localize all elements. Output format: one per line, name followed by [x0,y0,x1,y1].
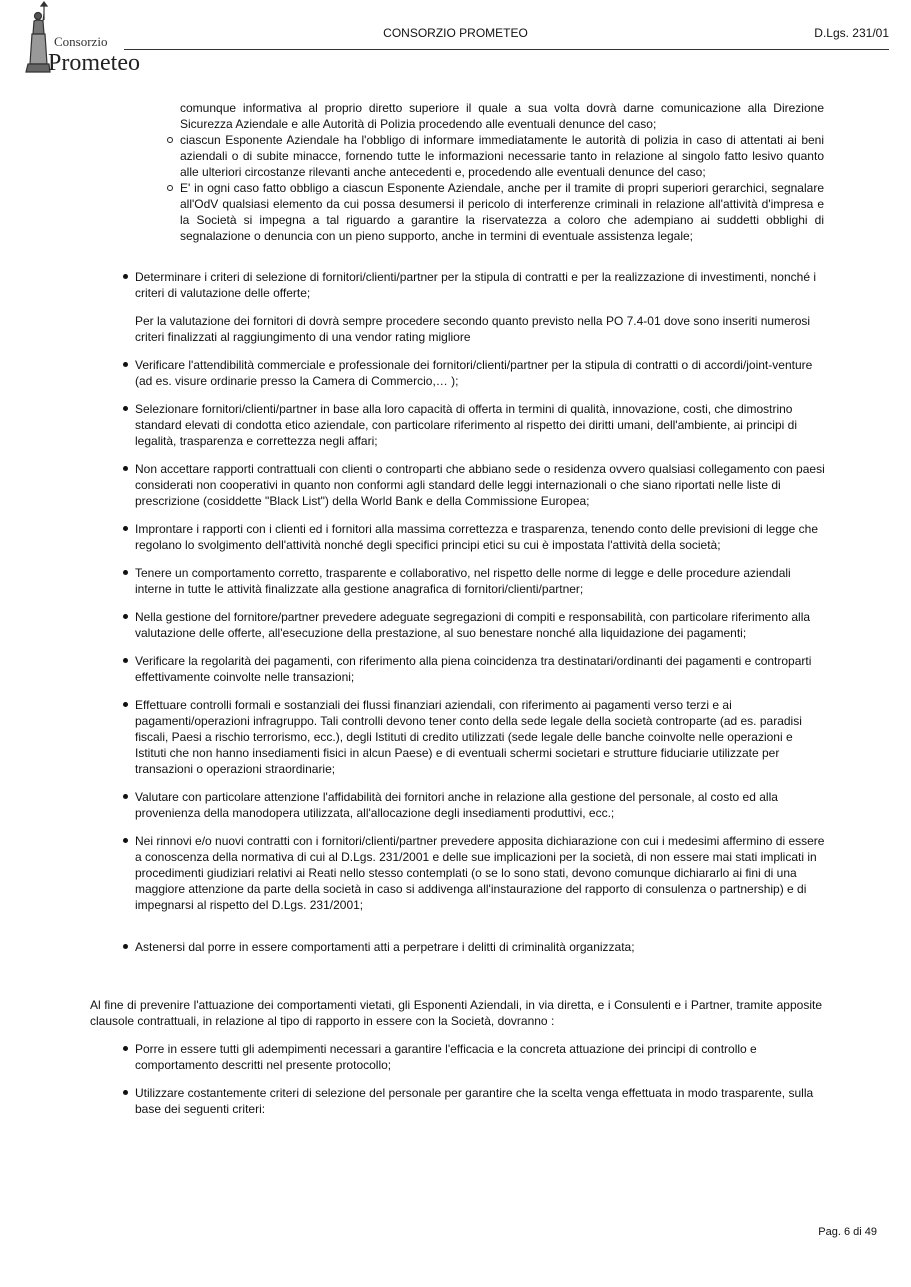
page-content [0,100,911,1129]
bullet-icon [123,838,128,843]
list-item: Porre in essere tutti gli adempimenti necessari a garantire l'efficacia e la concreta attuazione dei principi di controllo e comportamento descritti nel presente protocollo; [135,1041,825,1073]
bullet-icon [123,658,128,663]
sub-list-item: ciascun Esponente Aziendale ha l'obbligo di informare immediatamente le autorità di polizia in caso di attentati ai beni aziendali o di subite minacce, fornendo tutte le informazioni necessarie tanto in relazione al singolo fatto lesivo quanto alle ulteriori circostanze rilevanti anche antecedenti e, procedendo alle eventuali denunce del caso; [180,132,824,180]
bullet-icon [123,702,128,707]
bullet-list-secondary [135,1041,825,1117]
bullet-icon [123,466,128,471]
list-item: Nella gestione del fornitore/partner prevedere adeguate segregazioni di compiti e responsabilità, con particolare riferimento alla valutazione delle offerte, all'esecuzione della prestazione, al suo benestare nonché alla liquidazione dei pagamenti; [135,609,825,641]
sub-list [180,100,824,244]
list-item: Determinare i criteri di selezione di fornitori/clienti/partner per la stipula di contratti e per la realizzazione di investimenti, nonché i criteri di valutazione delle offerte; [135,269,825,301]
header-title: CONSORZIO PROMETEO [383,26,528,40]
bullet-icon [123,362,128,367]
vendor-rating-note: Per la valutazione dei fornitori di dovrà sempre procedere secondo quanto previsto nella PO 7.4-01 dove sono inseriti numerosi criteri finalizzati al raggiungimento di una vendor rating migliore [135,314,811,344]
hollow-bullet-icon [167,137,173,143]
list-item: Selezionare fornitori/clienti/partner in base alla loro capacità di offerta in termini di qualità, innovazione, costi, che dimostrino standard elevati di condotta etico aziendale, con particolare riferimento al rispetto dei diritti umani, dell'ambiente, ai principi di legalità, trasparenza e correttezza negli affari; [135,401,825,449]
logo-text-bottom: Prometeo [48,50,140,76]
list-item: Tenere un comportamento corretto, trasparente e collaborativo, nel rispetto delle norme di legge e delle procedure aziendali interne in tutte le attività finalizzate alla gestione anagrafica di fornitori/clienti/partner; [135,565,825,597]
page-header [0,0,911,80]
logo-text-top: Consorzio [54,34,108,49]
hollow-bullet-icon [167,185,173,191]
list-item: Utilizzare costantemente criteri di selezione del personale per garantire che la scelta venga effettuata in modo trasparente, sulla base dei seguenti criteri: [135,1085,825,1117]
intro-paragraph: Al fine di prevenire l'attuazione dei comportamenti vietati, gli Esponenti Aziendali, in via diretta, e i Consulenti e i Partner, tramite apposite clausole contrattuali, in relazione al tipo di rapporto in essere con la Società, dovranno : [90,998,822,1028]
list-item: Effettuare controlli formali e sostanziali dei flussi finanziari aziendali, con riferimento ai pagamenti verso terzi e ai pagamenti/operazioni infragruppo. Tali controlli devono tener conto della sede legale della società controparte (ad es. paradisi fiscali, Paesi a rischio terrorismo, ecc.), degli Istituti di credito utilizzati (sede legale delle banche coinvolte nelle operazioni e Istituti che non hanno insediamenti fisici in alcun Paese) e di eventuali schermi societari e strutture fiduciarie utilizzate per transazioni o operazioni straordinarie; [135,697,825,777]
bullet-icon [123,1090,128,1095]
bullet-icon [123,570,128,575]
list-item: Astenersi dal porre in essere comportamenti atti a perpetrare i delitti di criminalità organizzata; [135,939,825,955]
bullet-list-main [135,269,825,955]
list-item: Verificare la regolarità dei pagamenti, con riferimento alla piena coincidenza tra destinatari/ordinanti dei pagamenti e controparti effettivamente coinvolte nelle transazioni; [135,653,825,685]
prometeo-logo [20,2,140,80]
sub-list-item: E' in ogni caso fatto obbligo a ciascun Esponente Aziendale, anche per il tramite di propri superiori gerarchici, segnalare all'OdV qualsiasi elemento da cui possa desumersi il pericolo di interferenze criminali in relazione all'attività d'impresa e la Società si impegna a tal riguardo a garantire la riservatezza a coloro che adempiano ai suddetti obblighi di segnalazione o denuncia con un pieno supporto, anche in termini di eventuale assistenza legale; [180,180,824,244]
list-item: Valutare con particolare attenzione l'affidabilità dei fornitori anche in relazione alla gestione del personale, al costo ed alla provenienza della manodopera utilizzata, all'allocazione degli insediamenti produttivi, ecc.; [135,789,825,821]
bullet-icon [123,274,128,279]
bullet-icon [123,526,128,531]
bullet-icon [123,614,128,619]
header-rule [124,49,889,50]
page-number: Pag. 6 di 49 [818,1226,877,1238]
header-reference: D.Lgs. 231/01 [814,26,889,40]
list-item: Improntare i rapporti con i clienti ed i fornitori alla massima correttezza e trasparenza, tenendo conto delle previsioni di legge che regolano lo svolgimento dell'attività nonché degli specifici principi etici su cui è impostata l'attività della società; [135,521,825,553]
bullet-icon [123,406,128,411]
bullet-icon [123,944,128,949]
list-item: Nei rinnovi e/o nuovi contratti con i fornitori/clienti/partner prevedere apposita dichiarazione con cui i medesimi affermino di essere a conoscenza della normativa di cui al D.Lgs. 231/2001 e delle sue implicazioni per la società, di non essere mai stati implicati in procedimenti giudiziari relativi ai Reati nello stesso contemplati (o se lo sono stati, devono comunque dichiararlo ai fini di una maggiore attenzione da parte della società in caso si addivenga all'instaurazione del rapporto di consulenza o partnership) e di impegnarsi al rispetto del D.Lgs. 231/2001; [135,833,825,913]
sub-list-continuation: comunque informativa al proprio diretto superiore il quale a sua volta dovrà darne comunicazione alla Direzione Sicurezza Aziendale e alle Autorità di Polizia procedendo alle eventuali denunce del caso; [180,101,824,131]
list-item: Verificare l'attendibilità commerciale e professionale dei fornitori/clienti/partner per la stipula di contratti o di accordi/joint-venture (ad es. visure ordinarie presso la Camera di Commercio,… ); [135,357,825,389]
bullet-icon [123,794,128,799]
list-item: Non accettare rapporti contrattuali con clienti o controparti che abbiano sede o residenza ovvero qualsiasi collegamento con paesi considerati non cooperativi in quanto non conformi agli standard delle leggi internazionali o che siano riportati nelle liste di prescrizione (cosiddette "Black List") della World Bank e della Commissione Europea; [135,461,825,509]
bullet-icon [123,1046,128,1051]
